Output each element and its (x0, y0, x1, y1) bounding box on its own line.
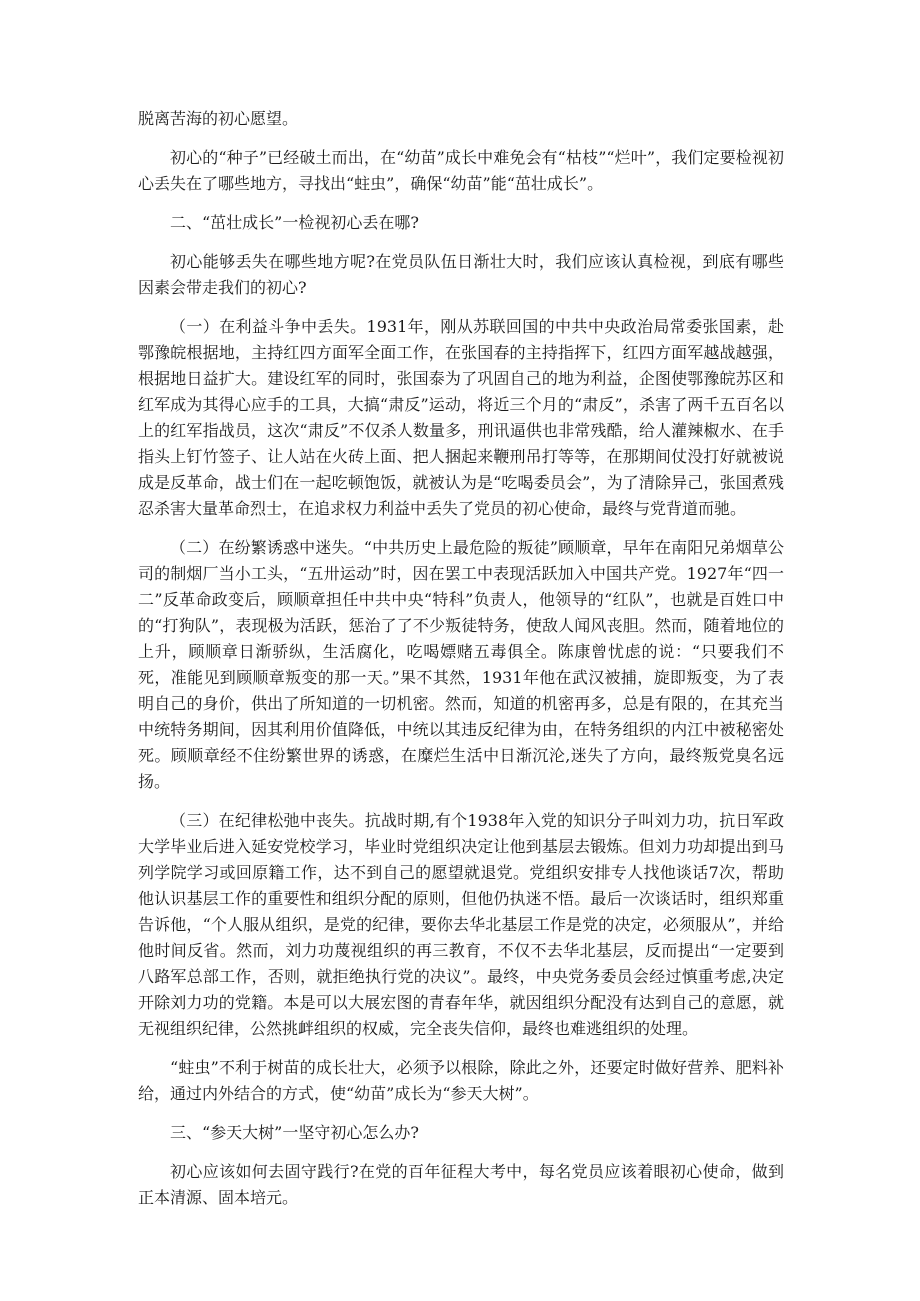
paragraph-section-2-intro: 初心能够丢失在哪些地方呢?在党员队伍日渐壮大时，我们应该认真检视，到底有哪些因素会带走我们的初心? (138, 252, 784, 297)
paragraph-section-3-intro: 初心应该如何去固守践行?在党的百年征程大考中，每名党员应该着眼初心使命，做到正本清源、固本培元。 (138, 1162, 784, 1207)
paragraph-seed-intro: 初心的“种子”已经破土而出，在“幼苗”成长中难免会有“枯枝”“烂叶”，我们定要检视初心丢失在了哪些地方，寻找出“蛀虫”，确保“幼苗”能“茁壮成长”。 (138, 148, 784, 193)
paragraph-lost-in-temptation: （二）在纷繁诱惑中迷失。“中共历史上最危险的叛徒”顾顺章，早年在南阳兄弟烟草公司的制烟厂当小工头，“五卅运动”时，因在罢工中表现活跃加入中国共产党。1927年“四一二”反革命政变后，顾顺章担任中共中央“特科”负责人，他领导的“红队”，也就是百姓口中的“打狗队”，表现极为活跃，惩治了了不少叛徒特务，使敌人闻风丧胆。然而，随着地位的上升，顾顺章日渐骄纵，生活腐化，吃喝嫖赌五毒俱全。陈康曾忧虑的说：“只要我们不死，准能见到顾顺章叛变的那一天。”果不其然，1931年他在武汉被捕，旋即叛变，为了表明自己的身价，供出了所知道的一切机密。然而，知道的机密再多，总是有限的，在其充当中统特务期间，因其利用价值降低，中统以其违反纪律为由，在特务组织的内江中被秘密处死。顾顺章经不住纷繁世界的诱惑，在糜烂生活中日渐沉沦,迷失了方向，最终叛党臭名远扬。 (138, 538, 784, 791)
paragraph-lost-in-discipline: （三）在纪律松弛中丧失。抗战时期,有个1938年入党的知识分子叫刘力功，抗日军政大学毕业后进入延安党校学习，毕业时党组织决定让他到基层去锻炼。但刘力功却提出到马列学院学习或回原籍工作，达不到自己的愿望就退党。党组织安排专人找他谈话7次，帮助他认识基层工作的重要性和组织分配的原则，但他仍执迷不悟。最后一次谈话时，组织郑重告诉他，“个人服从组织，是党的纪律，要你去华北基层工作是党的决定，必须服从”，并给他时间反省。然而，刘力功蔑视组织的再三教育，不仅不去华北基层，反而提出“一定要到八路军总部工作，否则，就拒绝执行党的决议”。最终，中央党务委员会经过慎重考虑,决定开除刘力功的党籍。本是可以大展宏图的青春年华，就因组织分配没有达到自己的意愿，就无视组织纪律，公然挑衅组织的权威，完全丧失信仰，最终也难逃组织的处理。 (138, 811, 784, 1038)
paragraph-lost-in-interests: （一）在利益斗争中丢失。1931年，刚从苏联回国的中共中央政治局常委张国素，赴鄂豫皖根据地，主持红四方面军全面工作，在张国春的主持指挥下，红四方面军越战越强，根据地日益扩大。建设红军的同时，张国泰为了巩固自己的地为利益，企图使鄂豫皖苏区和红军成为其得心应手的工具，大搞“肃反”运动，将近三个月的“肃反”，杀害了两千五百名以上的红军指战员，这次“肃反”不仅杀人数量多，刑讯逼供也非常残酷，给人灌辣椒水、在手指头上钉竹签子、让人站在火砖上面、把人捆起来鞭刑吊打等等，在那期间仗没打好就被说成是反革命，战士们在一起吃顿饱饭，就被认为是“吃喝委员会”，为了清除异己，张国煮残忍杀害大量革命烈士，在追求权力利益中丢失了党员的初心使命，最终与党背道而驰。 (138, 317, 784, 518)
section-heading-2: 二、“茁壮成长”一检视初心丢在哪? (170, 213, 419, 232)
paragraph-pests-summary: “蛀虫”不利于树苗的成长壮大，必须予以根除，除此之外，还要定时做好营养、肥料补给，通过内外结合的方式，使“幼苗”成长为“参天大树”。 (138, 1058, 784, 1103)
document-body (138, 106, 784, 1224)
paragraph-continuation: 脱离苦海的初心愿望。 (138, 109, 299, 128)
section-heading-3: 三、“参天大树”一坚守初心怎么办? (170, 1123, 419, 1142)
